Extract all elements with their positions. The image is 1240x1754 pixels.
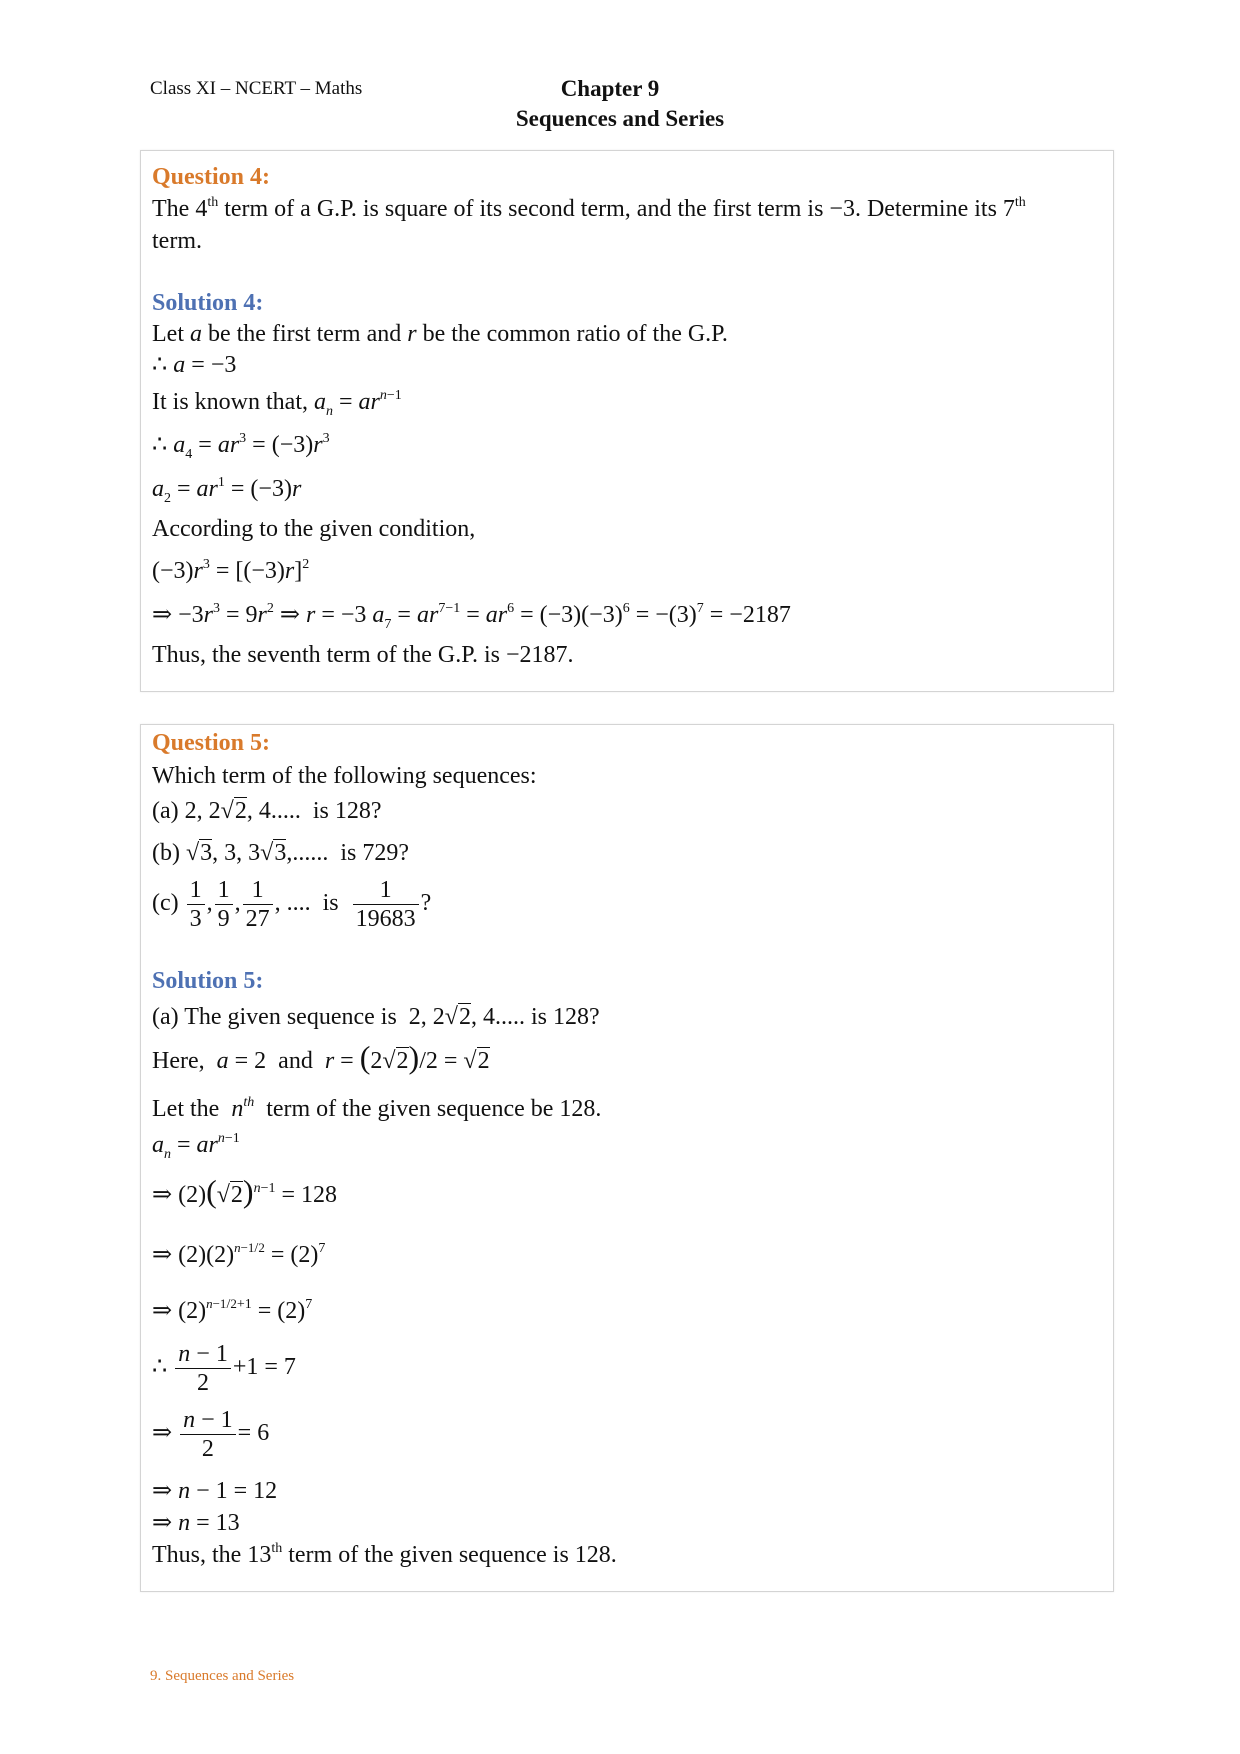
q5-label: (c)	[152, 890, 179, 917]
q5-part-c: (c) $\frac{1}{3}$ , $\frac{1}{9}$ , $\frac{1}{27}$ , .... is $\frac{1}{19683}$ ?	[152, 877, 432, 932]
question-5-intro: Which term of the following sequences:	[152, 763, 537, 789]
question-4-text	[152, 194, 1026, 224]
solution-5-heading: Solution 5:	[152, 968, 264, 994]
q4-text-part: The 4	[152, 196, 208, 222]
s5-line-5: ⇒ $(2)(√2)^{n-1} = 128$	[152, 1173, 338, 1209]
s5-conclusion: Thus, the 13th term of the given sequence is 128.	[152, 1541, 617, 1568]
s5-line-3: Let the $n^{th}$ term of the given sequence be 128.	[152, 1095, 602, 1122]
s5-line-6: ⇒ $(2)(2)^{n-1/2} = (2)^7$	[152, 1240, 326, 1268]
q4-sup: th	[1014, 195, 1026, 210]
s4-line-6: According to the given condition,	[152, 516, 476, 542]
s4-line-7: $(-3)r^3 = [(-3)r]^2$	[152, 557, 310, 584]
s5-line-11: ⇒ n = 13	[152, 1510, 240, 1536]
s4-conclusion: Thus, the seventh term of the G.P. is −2187.	[152, 642, 574, 668]
s4-text: It is known that,	[152, 389, 314, 415]
s5-line-2: Here, a = 2 and r = (2√2)/2 = √2	[152, 1039, 490, 1075]
s5-line-9: ⇒ $\frac{n - 1}{2}$ = 6	[152, 1407, 270, 1462]
s4-text: Let	[152, 321, 190, 347]
s5-line-4: $a_n = ar^{n-1}$	[152, 1131, 240, 1162]
s5-line-7: ⇒ $(2)^{n-1/2+1} = (2)^7$	[152, 1296, 313, 1324]
s5-line-10: ⇒ n − 1 = 12	[152, 1478, 278, 1504]
chapter-number: Chapter 9	[560, 76, 660, 101]
chapter-title: Sequences and Series	[515, 106, 725, 131]
s4-line-4: ∴ $a_4 = ar^3 = (-3)r^3$	[152, 431, 330, 462]
question-4-heading: Question 4:	[152, 164, 271, 190]
question-4-text-cont: term.	[152, 228, 202, 254]
q4-text-part: term of a G.P. is square of its second term, and the first term is −3. Determine its 7	[218, 196, 1015, 222]
class-label: Class XI – NCERT – Maths	[150, 78, 363, 99]
s4-line-3: It is known that, $a_n = ar^{n-1}$	[152, 388, 402, 419]
q5-label: (b)	[152, 840, 180, 866]
s4-line-1: Let a be the first term and r be the common ratio of the G.P.	[152, 321, 728, 347]
s4-text: be the common ratio of the G.P.	[416, 321, 728, 347]
s4-line-2: ∴ a = −3	[152, 352, 237, 378]
s4-text: be the first term and	[201, 321, 408, 347]
question-5-heading: Question 5:	[152, 730, 271, 756]
s4-line-5: $a_2 = ar^1 = (-3)r$	[152, 475, 302, 506]
q5-part-b: (b) √3, 3, 3√3,...... is 729?	[152, 840, 409, 866]
footer-chapter-label: 9. Sequences and Series	[150, 1668, 295, 1684]
s5-line-1: (a) The given sequence is 2, 2√2, 4..... is 128?	[152, 1004, 600, 1030]
q5-part-a: (a) 2, 2√2, 4..... is 128?	[152, 798, 382, 824]
q4-sup: th	[207, 195, 219, 210]
solution-4-heading: Solution 4:	[152, 290, 264, 316]
q5-label: (a)	[152, 798, 179, 824]
chapter-heading	[0, 74, 1240, 134]
s5-line-8: ∴ $\frac{n - 1}{2}$ +1 = 7	[152, 1341, 296, 1396]
s4-line-8: ⇒ $-3r^3 = 9r^2$ ⇒ r = −3 $a_7 = ar^{7-1} = ar^6 = (-3)(-3)^6 = -(3)^7 = -2187$	[152, 601, 791, 632]
